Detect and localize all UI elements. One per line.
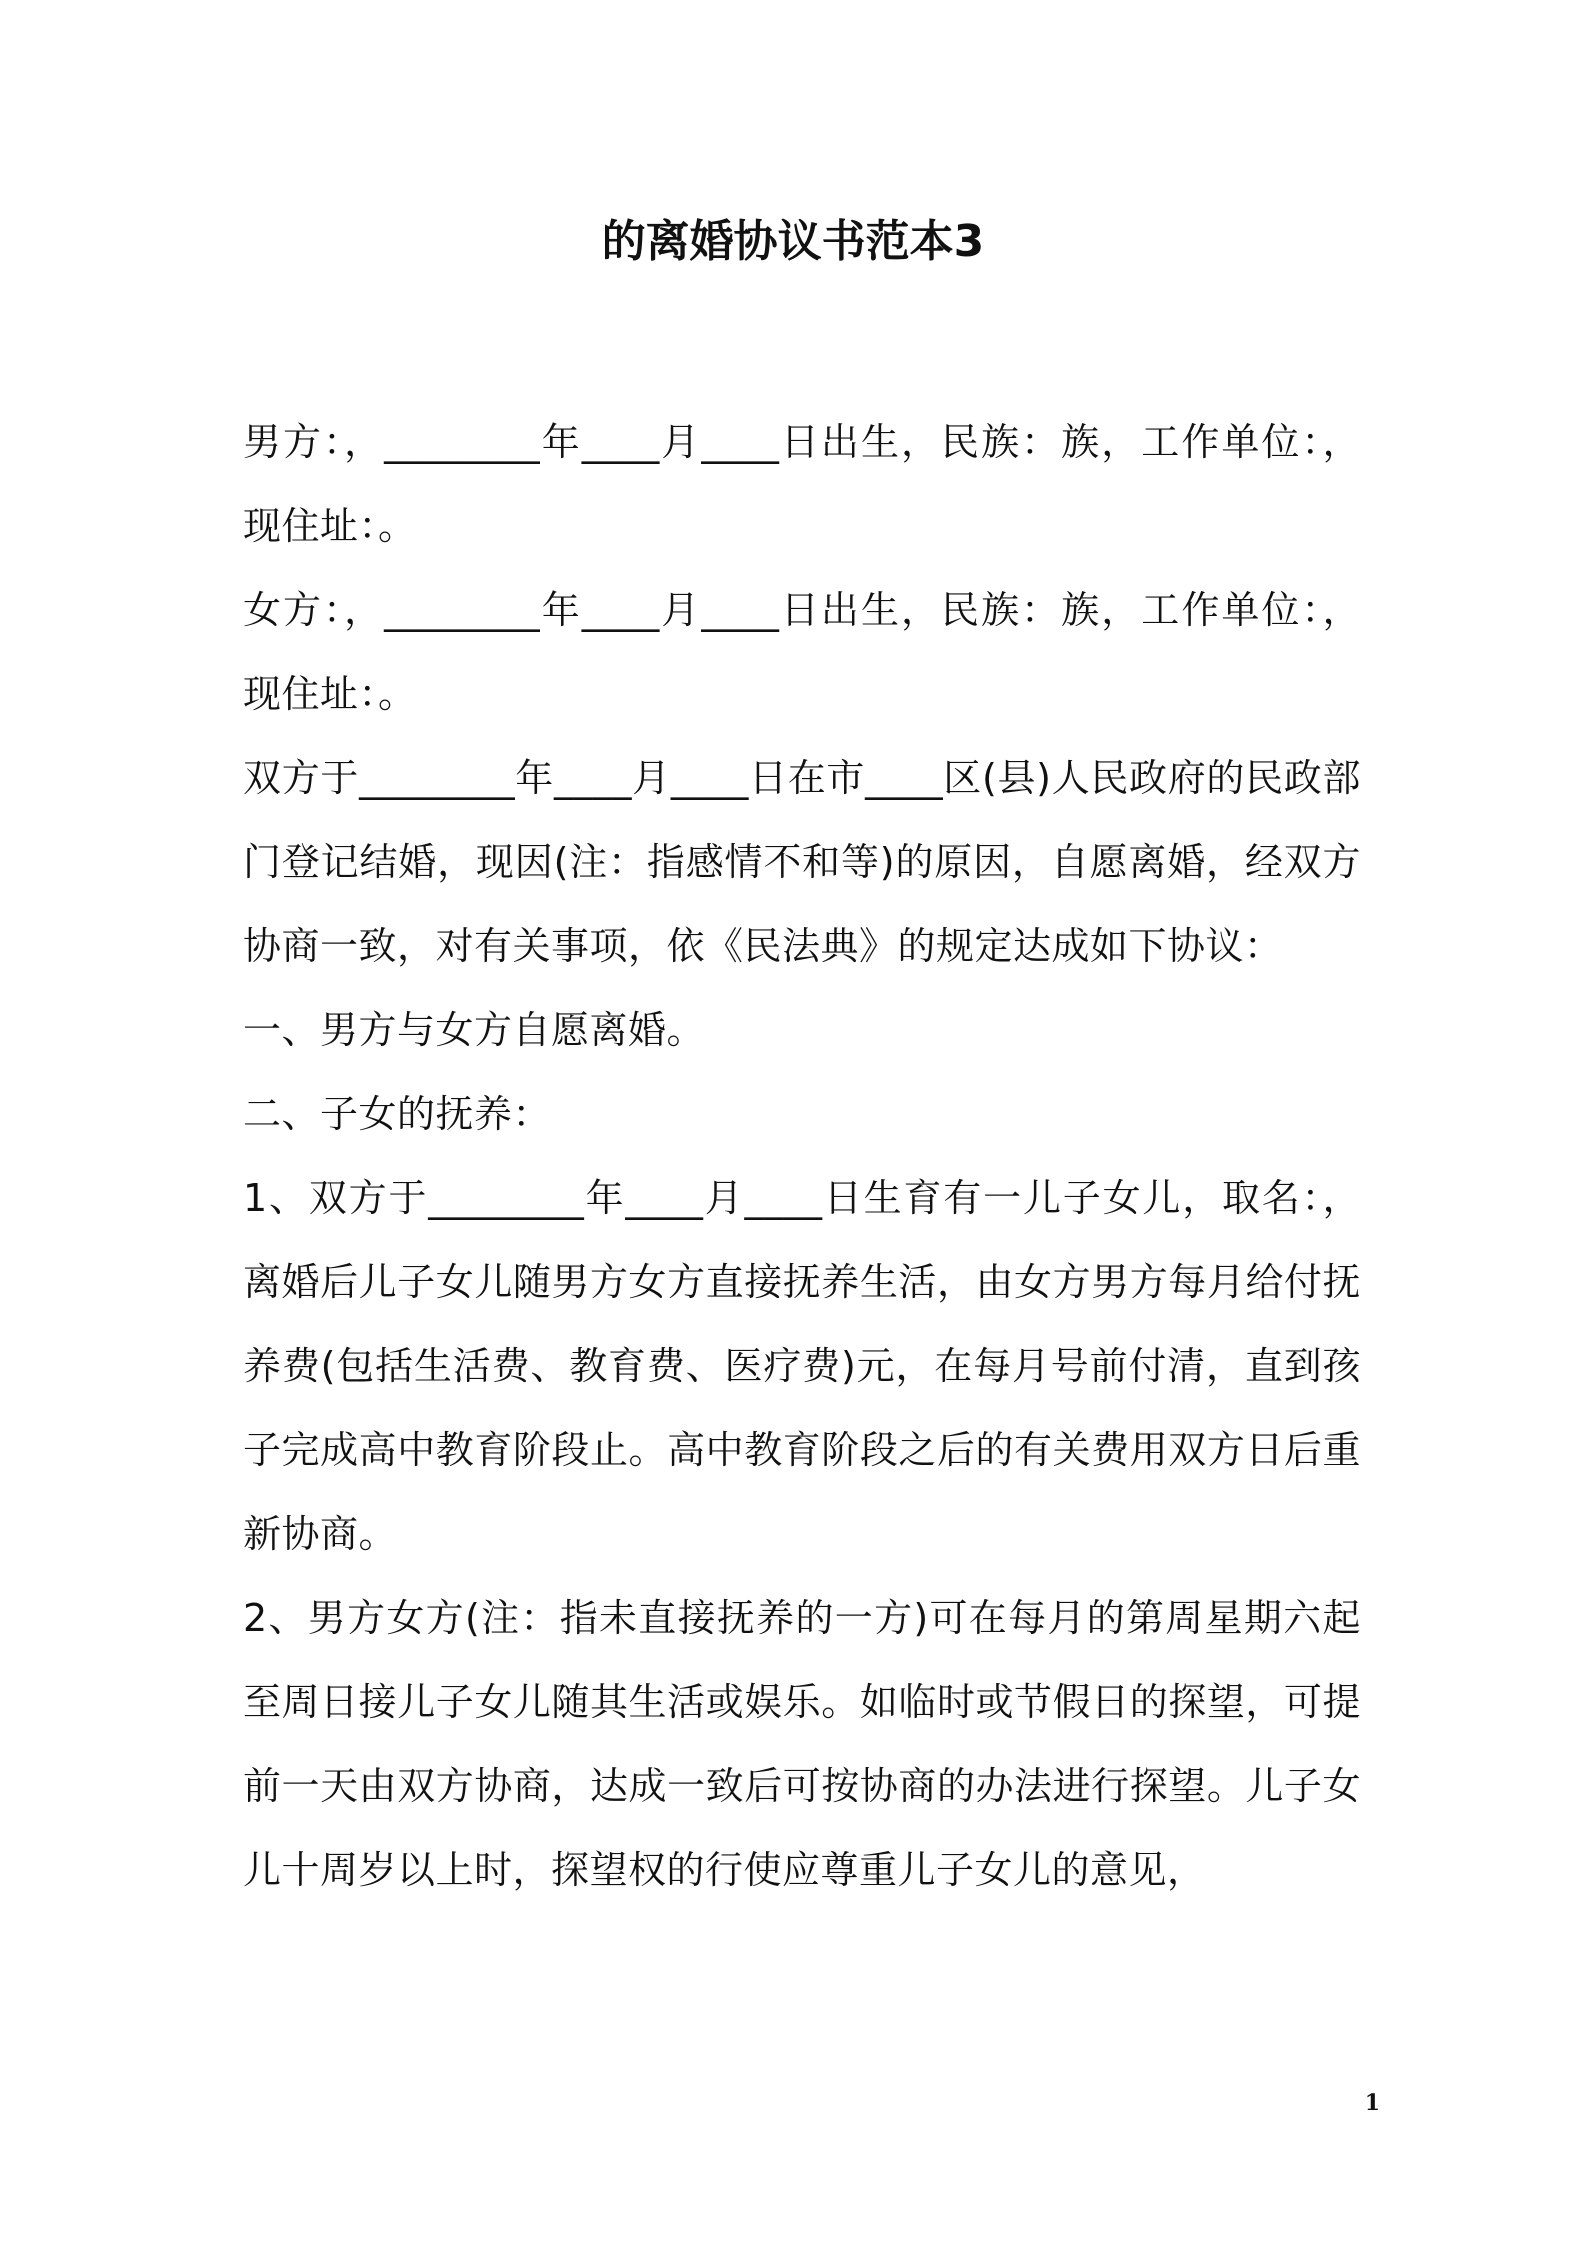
paragraph-visitation-rights: 2、男方女方(注：指未直接抚养的一方)可在每月的第周星期六起至周日接儿子女儿随其生活或娱乐。如临时或节假日的探望，可提前一天由双方协商，达成一致后可按协商的办法进行探望。儿子女儿十周岁以上时，探望权的行使应尊重儿子女儿的意见， (243, 1596, 1361, 1892)
document-title: 的离婚协议书范本3 (601, 216, 985, 267)
paragraph-child-custody: 1、双方于________年____月____日生育有一儿子女儿，取名：，离婚后儿子女儿随男方女方直接抚养生活，由女方男方每月给付抚养费(包括生活费、教育费、医疗费)元，在每月号前付清，直到孩子完成高中教育阶段止。高中教育阶段之后的有关费用双方日后重新协商。 (243, 1176, 1361, 1556)
paragraph-marriage-registration: 双方于________年____月____日在市____区(县)人民政府的民政部门登记结婚，现因(注：指感情不和等)的原因，自愿离婚，经双方协商一致，对有关事项，依《民法典》的规定达成如下协议： (243, 756, 1361, 968)
paragraph-clause-2-heading: 二、子女的抚养： (243, 1092, 552, 1136)
document-body (243, 400, 1361, 1912)
paragraph-male-party: 男方：，________年____月____日出生，民族：族，工作单位：，现住址：。 (243, 420, 1361, 548)
paragraph-female-party: 女方：，________年____月____日出生，民族：族，工作单位：，现住址：。 (243, 588, 1361, 716)
page-number: 1 (1364, 2090, 1380, 2116)
paragraph-clause-1: 一、男方与女方自愿离婚。 (243, 1008, 706, 1052)
